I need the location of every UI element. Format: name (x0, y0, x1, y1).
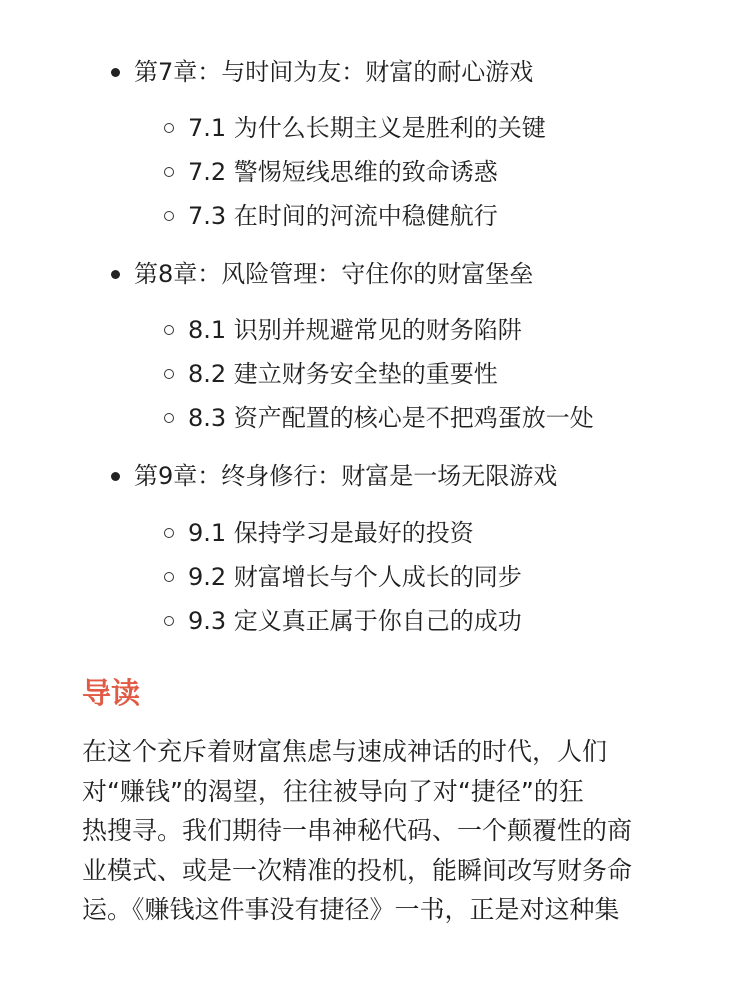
section-title: 8.1 识别并规避常见的财务陷阱 (188, 316, 522, 344)
hollow-bullet-icon (164, 616, 174, 626)
section-7-1 (188, 113, 546, 143)
intro-line: 在这个充斥着财富焦虑与速成神话的时代，人们 (82, 737, 608, 766)
section-title: 8.3 资产配置的核心是不把鸡蛋放一处 (188, 404, 594, 432)
section-8-3 (188, 403, 594, 433)
hollow-bullet-icon (164, 413, 174, 423)
filled-bullet-icon (111, 472, 120, 481)
filled-bullet-icon (111, 270, 120, 279)
section-title: 9.3 定义真正属于你自己的成功 (188, 607, 522, 635)
intro-heading: 导读 (82, 676, 141, 710)
hollow-bullet-icon (164, 528, 174, 538)
chapter-title: 第7章：与时间为友：财富的耐心游戏 (134, 58, 534, 86)
section-title: 9.2 财富增长与个人成长的同步 (188, 563, 522, 591)
hollow-bullet-icon (164, 369, 174, 379)
chapter-7 (134, 57, 533, 87)
chapter-title: 第8章：风险管理：守住你的财富堡垒 (134, 260, 534, 288)
section-9-2 (188, 562, 522, 592)
hollow-bullet-icon (164, 123, 174, 133)
section-title: 7.1 为什么长期主义是胜利的关键 (188, 114, 546, 142)
section-title: 8.2 建立财务安全垫的重要性 (188, 360, 498, 388)
intro-line: 业模式、或是一次精准的投机，能瞬间改写财务命 (82, 855, 633, 885)
hollow-bullet-icon (164, 572, 174, 582)
section-title: 7.2 警惕短线思维的致命诱惑 (188, 158, 498, 186)
section-7-2 (188, 157, 498, 187)
hollow-bullet-icon (164, 167, 174, 177)
section-7-3 (188, 201, 498, 231)
chapter-9 (134, 461, 557, 491)
hollow-bullet-icon (164, 325, 174, 335)
section-title: 7.3 在时间的河流中稳健航行 (188, 202, 498, 230)
section-8-2 (188, 359, 498, 389)
section-9-1 (188, 518, 474, 548)
chapter-8 (134, 259, 533, 289)
intro-line: 运。《赚钱这件事没有捷径》一书，正是对这种集 (82, 895, 620, 924)
intro-line: 对“赚钱”的渴望，往往被导向了对“捷径”的狂 (82, 776, 584, 806)
chapter-title: 第9章：终身修行：财富是一场无限游戏 (134, 462, 558, 490)
filled-bullet-icon (111, 68, 120, 77)
intro-line: 热搜寻。我们期待一串神秘代码、一个颠覆性的商 (82, 816, 633, 845)
section-title: 9.1 保持学习是最好的投资 (188, 519, 474, 547)
section-9-3 (188, 606, 522, 636)
hollow-bullet-icon (164, 211, 174, 221)
section-8-1 (188, 315, 522, 345)
intro-paragraph (82, 732, 672, 930)
